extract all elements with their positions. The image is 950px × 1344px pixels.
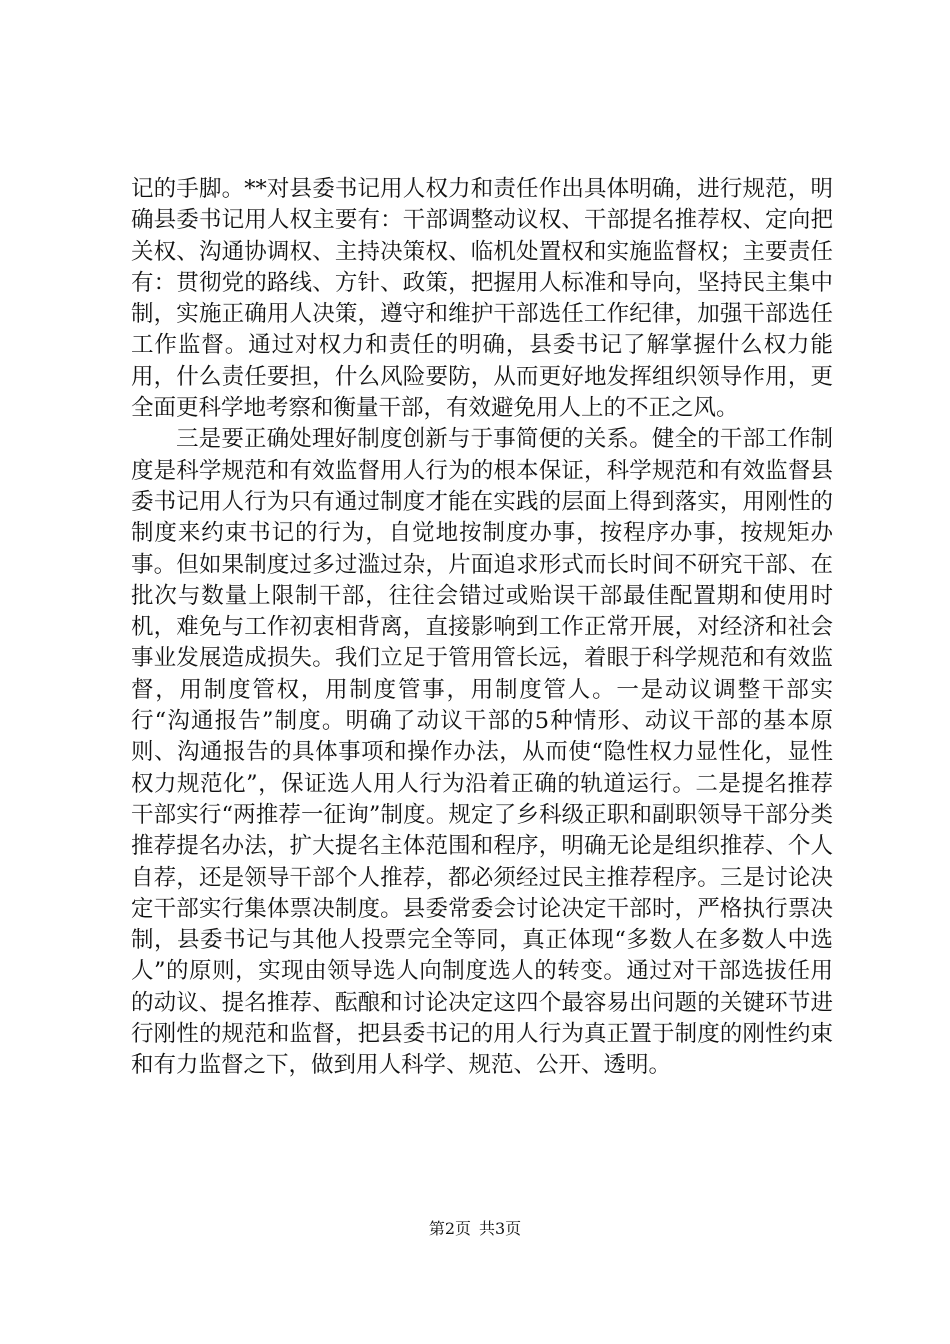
document-body — [131, 174, 833, 1082]
page-total: 共3页 — [479, 1219, 522, 1238]
paragraph-continuation: 记的手脚。**对县委书记用人权力和责任作出具体明确，进行规范，明确县委书记用人权主要有：干部调整动议权、干部提名推荐权、定向把关权、沟通协调权、主持决策权、临机处置权和实施监督权；主要责任有：贯彻党的路线、方针、政策，把握用人标准和导向，坚持民主集中制，实施正确用人决策，遵守和维护干部选任工作纪律，加强干部选任工作监督。通过对权力和责任的明确，县委书记了解掌握什么权力能用，什么责任要担，什么风险要防，从而更好地发挥组织领导作用，更全面更科学地考察和衡量干部，有效避免用人上的不正之风。 — [131, 176, 833, 422]
page-number: 第2页 — [428, 1219, 471, 1238]
paragraph-institution-innovation: 三是要正确处理好制度创新与于事简便的关系。健全的干部工作制度是科学规范和有效监督用人行为的根本保证，科学规范和有效监督县委书记用人行为只有通过制度才能在实践的层面上得到落实，用刚性的制度来约束书记的行为，自觉地按制度办事，按程序办事，按规矩办事。但如果制度过多过滥过杂，片面追求形式而长时间不研究干部、在批次与数量上限制干部，往往会错过或贻误干部最佳配置期和使用时机，难免与工作初衷相背离，直接影响到工作正常开展，对经济和社会事业发展造成损失。我们立足于管用管长远，着眼于科学规范和有效监督，用制度管权，用制度管事，用制度管人。一是动议调整干部实行“沟通报告”制度。明确了动议干部的5种情形、动议干部的基本原则、沟通报告的具体事项和操作办法，从而使“隐性权力显性化，显性权力规范化”，保证选人用人行为沿着正确的轨道运行。二是提名推荐干部实行“两推荐一征询”制度。规定了乡科级正职和副职领导干部分类推荐提名办法，扩大提名主体范围和程序，明确无论是组织推荐、个人自荐，还是领导干部个人推荐，都必须经过民主推荐程序。三是讨论决定干部实行集体票决制度。县委常委会讨论决定干部时，严格执行票决制，县委书记与其他人投票完全等同，真正体现“多数人在多数人中选人”的原则，实现由领导选人向制度选人的转变。通过对干部选拔任用的动议、提名推荐、酝酿和讨论决定这四个最容易出问题的关键环节进行刚性的规范和监督，把县委书记的用人行为真正置于制度的刚性约束和有力监督之下，做到用人科学、规范、公开、透明。 — [131, 426, 833, 1079]
page-footer — [0, 1216, 950, 1239]
